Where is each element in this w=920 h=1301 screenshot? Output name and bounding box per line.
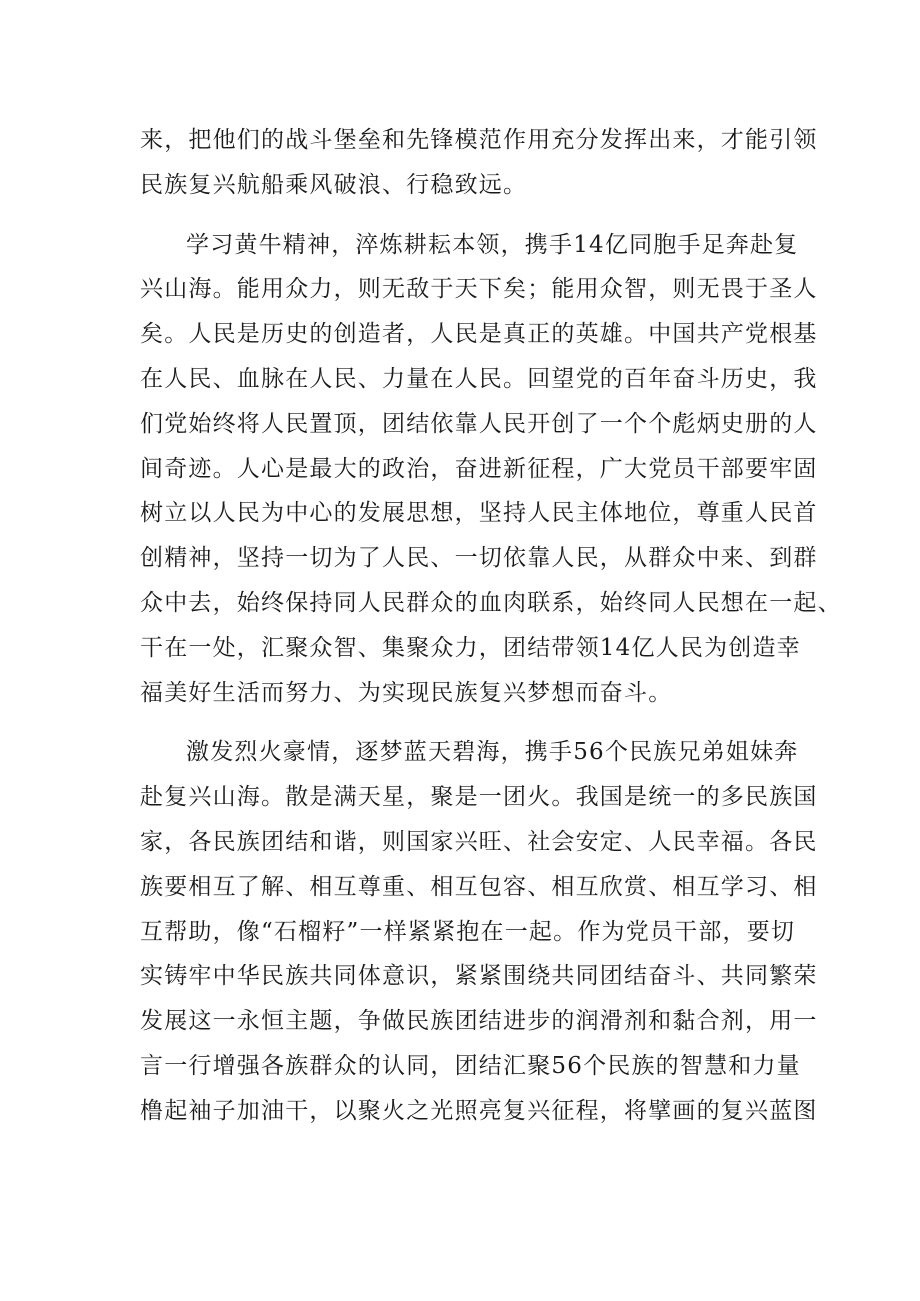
text-line: 发展这一永恒主题，争做民族团结进步的润滑剂和黏合剂，用一 — [140, 1008, 818, 1035]
text-line: 民族复兴航船乘风破浪、行稳致远。 — [140, 171, 528, 198]
text-line: 创精神，坚持一切为了人民、一切依靠人民，从群众中来、到群 — [140, 545, 818, 572]
text-line: 福美好生活而努力、为实现民族复兴梦想而奋斗。 — [140, 679, 673, 706]
text-line: 树立以人民为中心的发展思想，坚持人民主体地位，尊重人民首 — [140, 500, 818, 527]
text-line: 干在一处，汇聚众智、集聚众力，团结带领14亿人民为创造幸 — [140, 634, 801, 661]
paragraph-2 — [140, 223, 842, 716]
text-line: 矣。人民是历史的创造者，人民是真正的英雄。中国共产党根基 — [140, 321, 818, 348]
text-line: 橹起袖子加油干，以聚火之光照亮复兴征程，将擘画的复兴蓝图 — [140, 1097, 818, 1124]
text-line: 激发烈火豪情，逐梦蓝天碧海，携手56个民族兄弟姐妹奔 — [186, 739, 799, 766]
text-line: 兴山海。能用众力，则无敌于天下矣；能用众智，则无畏于圣人 — [140, 276, 818, 303]
paragraph-3 — [140, 730, 818, 1133]
text-line: 们党始终将人民置顶，团结依靠人民开创了一个个彪炳史册的人 — [140, 410, 818, 437]
text-line: 赴复兴山海。散是满天星，聚是一团火。我国是统一的多民族国 — [140, 784, 818, 811]
text-line: 来，把他们的战斗堡垒和先锋模范作用充分发挥出来，才能引领 — [140, 127, 818, 153]
text-line: 言一行增强各族群众的认同，团结汇聚56个民族的智慧和力量 — [140, 1052, 801, 1079]
text-line: 家，各民族团结和谐，则国家兴旺、社会安定、人民幸福。各民 — [140, 828, 818, 855]
text-line: 实铸牢中华民族共同体意识，紧紧围绕共同团结奋斗、共同繁荣 — [140, 963, 818, 990]
text-line: 在人民、血脉在人民、力量在人民。回望党的百年奋斗历史，我 — [140, 365, 818, 392]
text-line: 族要相互了解、相互尊重、相互包容、相互欣赏、相互学习、相 — [140, 873, 818, 900]
text-line: 互帮助，像“石榴籽”一样紧紧抱在一起。作为党员干部，要切 — [140, 918, 796, 945]
body-text — [140, 118, 842, 1134]
text-line: 学习黄牛精神，淬炼耕耘本领，携手14亿同胞手足奔赴复 — [186, 231, 799, 258]
text-line: 众中去，始终保持同人民群众的血肉联系，始终同人民想在一起、 — [140, 589, 842, 616]
text-line: 间奇迹。人心是最大的政治，奋进新征程，广大党员干部要牢固 — [140, 455, 818, 482]
paragraph-1 — [140, 118, 818, 208]
